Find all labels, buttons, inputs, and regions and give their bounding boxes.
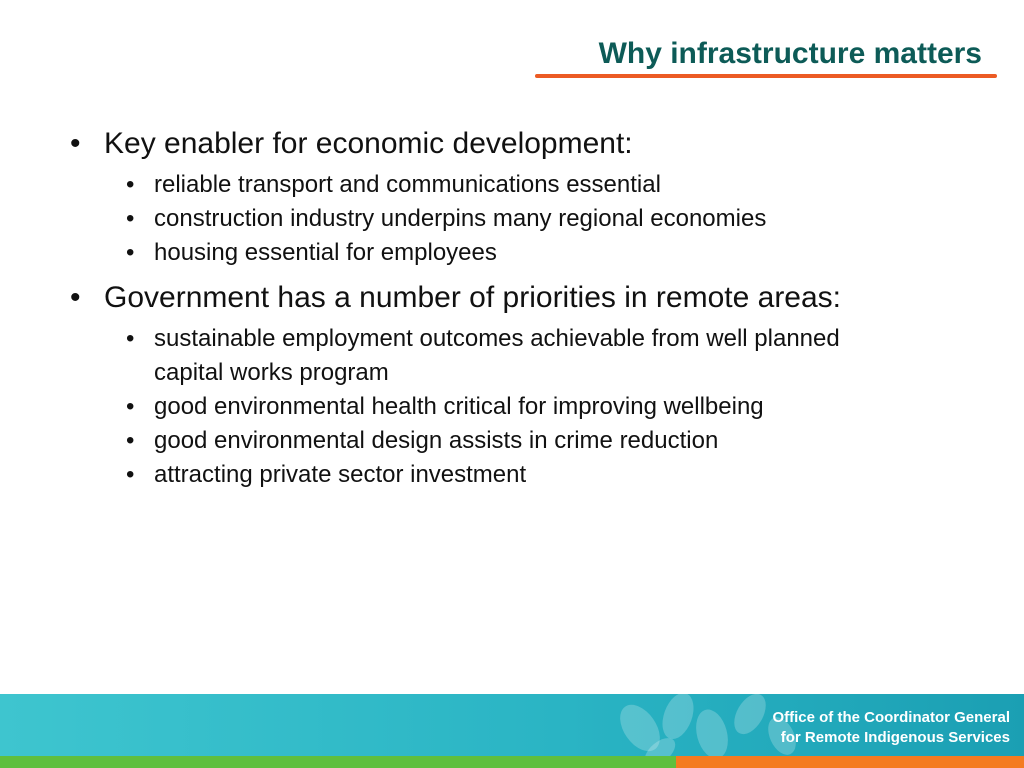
sub-bullet-text: good environmental design assists in crime reduction — [154, 427, 719, 454]
sub-bullet-item — [126, 458, 890, 492]
bullet-item — [70, 126, 890, 270]
sub-bullet-item — [126, 168, 890, 202]
sub-bullet-text: housing essential for employees — [154, 239, 497, 266]
sub-bullet-icon: • — [126, 393, 135, 420]
organization-line-2: for Remote Indigenous Services — [780, 729, 1010, 746]
sub-bullet-list — [126, 168, 890, 270]
sub-bullet-item — [126, 390, 890, 424]
title-underline — [535, 74, 997, 78]
bullet-icon: • — [70, 127, 81, 160]
sub-bullet-icon: • — [126, 239, 135, 266]
bullet-text: Government has a number of priorities in remote areas: — [104, 281, 842, 314]
sub-bullet-text: good environmental health critical for improving wellbeing — [154, 393, 764, 420]
bullet-icon: • — [70, 281, 81, 314]
sub-bullet-icon: • — [126, 171, 135, 198]
bullet-text: Key enabler for economic development: — [104, 127, 633, 160]
sub-bullet-text: construction industry underpins many regional economies — [154, 205, 767, 232]
sub-bullet-item — [126, 322, 890, 390]
bullet-item — [70, 280, 890, 492]
sub-bullet-icon: • — [126, 205, 135, 232]
slide-title: Why infrastructure matters — [598, 37, 982, 70]
sub-bullet-list — [126, 322, 890, 492]
organization-line-1: Office of the Coordinator General — [772, 709, 1010, 726]
sub-bullet-item — [126, 236, 890, 270]
sub-bullet-item — [126, 202, 890, 236]
sub-bullet-text: attracting private sector investment — [154, 461, 527, 488]
footer-orange-stripe — [676, 756, 1024, 768]
slide-content — [70, 126, 890, 502]
footer-band — [0, 694, 1024, 768]
sub-bullet-icon: • — [126, 427, 135, 454]
sub-bullet-text: reliable transport and communications essential — [154, 171, 661, 198]
bullet-list — [70, 126, 890, 492]
sub-bullet-item — [126, 424, 890, 458]
sub-bullet-icon: • — [126, 461, 135, 488]
sub-bullet-text: sustainable employment outcomes achievable from well planned capital works program — [154, 325, 840, 386]
sub-bullet-icon: • — [126, 325, 135, 352]
organization-name — [772, 708, 1010, 748]
